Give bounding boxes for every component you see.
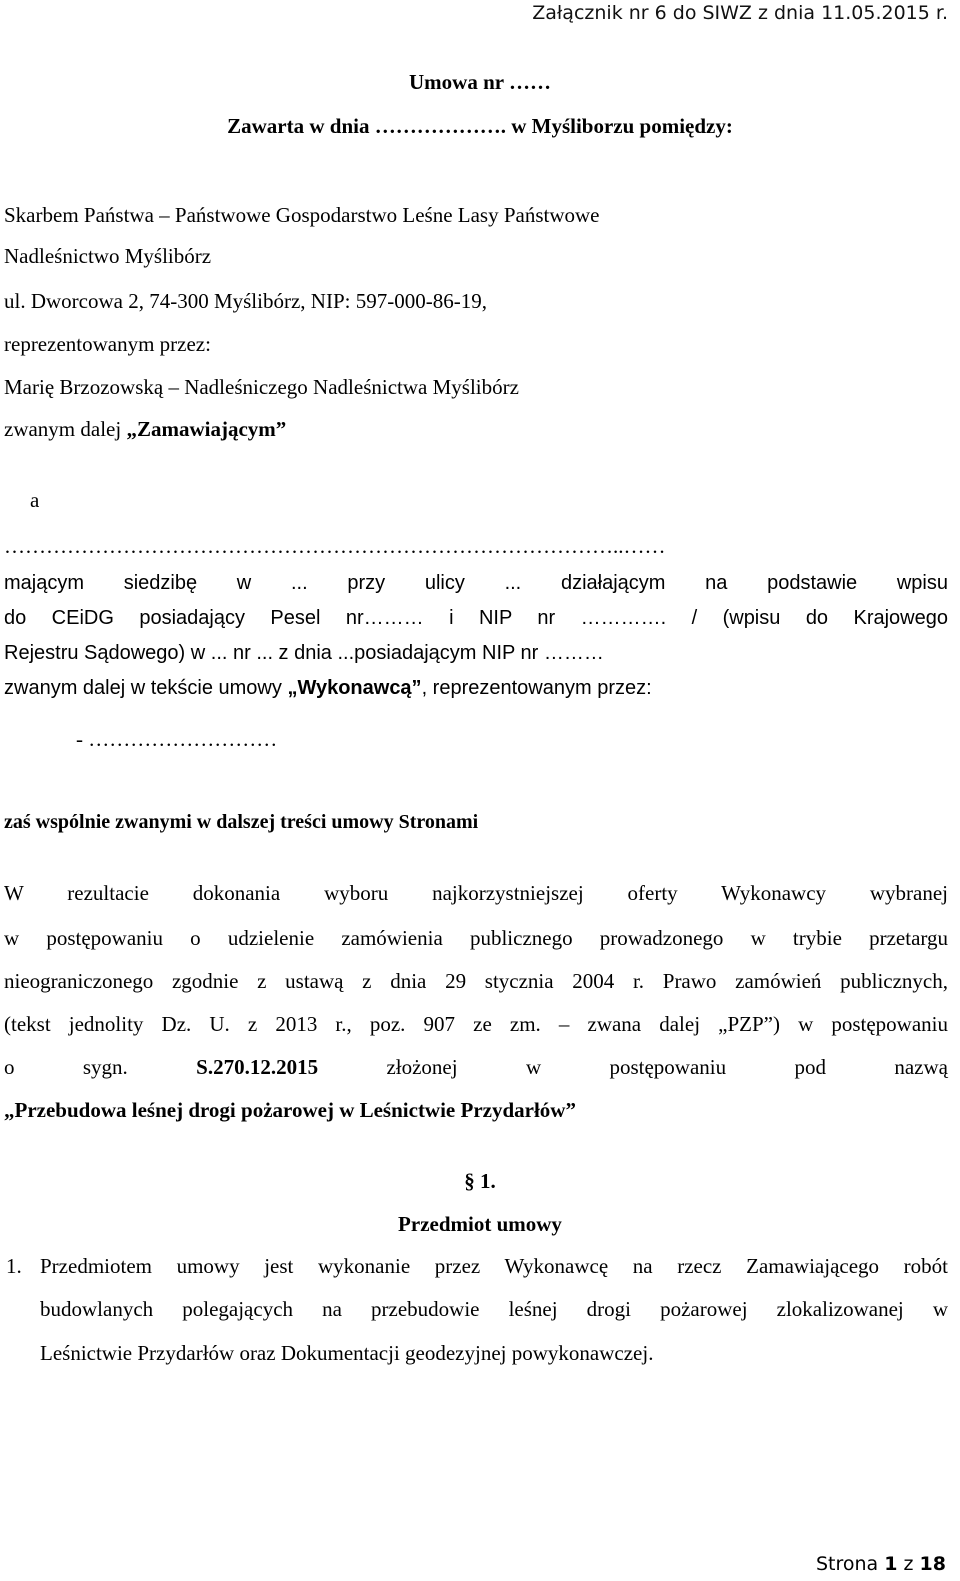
parties-collective: zaś wspólnie zwanymi w dalszej treści umowy Stronami [4, 811, 479, 833]
zamawiajacy-name: „Zamawiającym” [126, 417, 287, 441]
party1-represented: reprezentowanym przez: [4, 332, 211, 356]
party2-line4: zwanym dalej w tekście umowy „Wykonawcą”, reprezentowanym przez: [4, 677, 652, 699]
contract-concluded: Zawarta w dnia ………………. w Myśliborzu pomiędzy: [227, 114, 733, 138]
preamble-line2: w postępowaniu o udzielenie zamówienia publicznego prowadzonego w trybie przetargu [4, 926, 948, 950]
paragraph-symbol-icon: § [464, 1169, 475, 1193]
project-name: „Przebudowa leśnej drogi pożarowej w Leśnictwie Przydarłów” [4, 1098, 576, 1122]
party2-rep-line: - ……………………… [76, 727, 278, 751]
preamble-line3: nieograniczonego zgodnie z ustawą z dnia 29 stycznia 2004 r. Prawo zamówień publicznych, [4, 969, 948, 993]
item-1-line2: budowlanych polegających na przebudowie leśnej drogi pożarowej zlokalizowanej w [40, 1297, 948, 1321]
party1-representative: Marię Brzozowską – Nadleśniczego Nadleśnictwa Myślibórz [4, 375, 519, 399]
item-1-line3: Leśnictwie Przydarłów oraz Dokumentacji geodezyjnej powykonawczej. [40, 1341, 654, 1365]
preamble-line5: o sygn. S.270.12.2015 złożonej w postępowaniu pod nazwą [4, 1055, 948, 1079]
party2-line1: mającym siedzibę w ... przy ulicy ... działającym na podstawie wpisu [4, 572, 948, 594]
party1-called: zwanym dalej „Zamawiającym” [4, 417, 287, 441]
contract-number: Umowa nr …… [409, 70, 551, 94]
item-1-number: 1. [6, 1254, 22, 1278]
party2-dots: ……………………………………………………………………………..…… [4, 534, 666, 558]
wykonawca-name: „Wykonawcą” [287, 677, 422, 699]
case-signature: S.270.12.2015 [196, 1055, 319, 1079]
preamble-line4: (tekst jednolity Dz. U. z 2013 r., poz. 907 ze zm. – zwana dalej „PZP”) w postępowaniu [4, 1012, 948, 1036]
page-footer: Strona 1 z 18 [815, 1553, 946, 1575]
current-page: 1 [884, 1553, 898, 1575]
party2-line3: Rejestru Sądowego) w ... nr ... z dnia ...posiadającym NIP nr ……… [4, 642, 604, 664]
party1-address: ul. Dworcowa 2, 74-300 Myślibórz, NIP: 597-000-86-19, [4, 289, 487, 313]
section-1-number: § 1. [464, 1169, 496, 1193]
party2-line2: do CEiDG posiadający Pesel nr……… i NIP nr …………. / (wpisu do Krajowego [4, 607, 948, 629]
section-1-title: Przedmiot umowy [398, 1212, 562, 1236]
party1-line1: Skarbem Państwa – Państwowe Gospodarstwo Leśne Lasy Państwowe [4, 203, 600, 227]
item-1-line1: Przedmiotem umowy jest wykonanie przez Wykonawcę na rzecz Zamawiającego robót [40, 1254, 948, 1278]
party1-line2: Nadleśnictwo Myślibórz [4, 244, 212, 268]
total-pages: 18 [919, 1553, 946, 1575]
preamble-line1: W rezultacie dokonania wyboru najkorzystniejszej oferty Wykonawcy wybranej [4, 881, 948, 905]
attachment-header: Załącznik nr 6 do SIWZ z dnia 11.05.2015 r. [532, 2, 948, 24]
conjunction: a [30, 488, 40, 512]
